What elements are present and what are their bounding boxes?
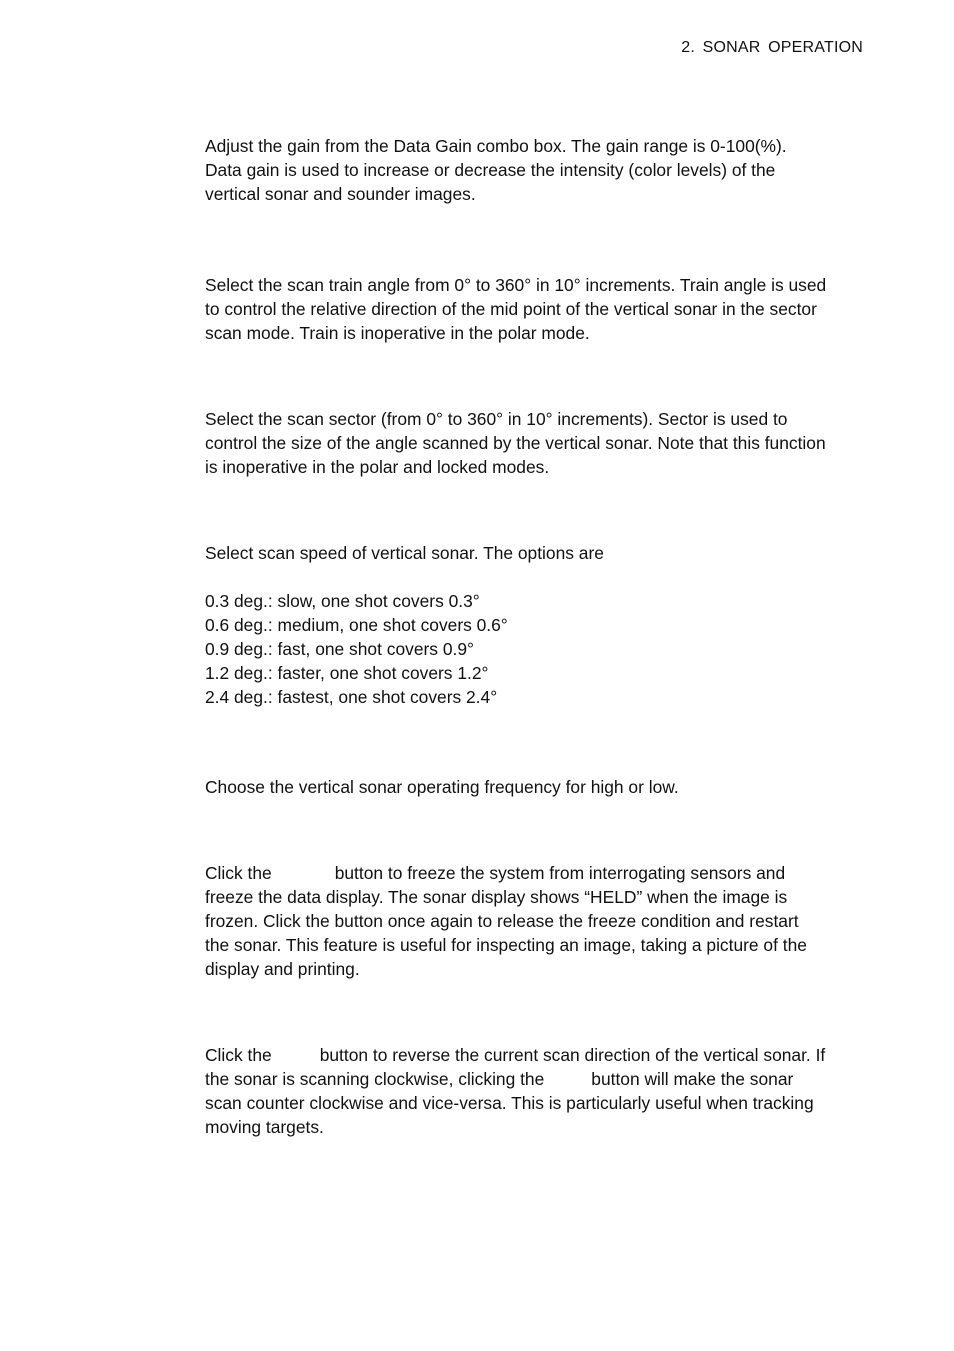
text-line: control the size of the angle scanned by the vertical sonar. Note that this function	[205, 433, 826, 453]
text-line	[205, 1043, 869, 1067]
text-line: moving targets.	[205, 1117, 324, 1137]
text-line: frozen. Click the button once again to release the freeze condition and restart	[205, 911, 799, 931]
text-fragment: button will make the sonar	[591, 1069, 794, 1089]
scan-speed-paragraph	[205, 541, 869, 709]
text-line: display and printing.	[205, 959, 360, 979]
text-fragment: Click the	[205, 863, 272, 883]
text-line: Choose the vertical sonar operating frequency for high or low.	[205, 777, 679, 797]
sector-paragraph	[205, 407, 869, 479]
speed-option: 0.3 deg.: slow, one shot covers 0.3°	[205, 591, 480, 611]
text-fragment: Click the	[205, 1045, 272, 1065]
text-line: to control the relative direction of the mid point of the vertical sonar in the sector	[205, 299, 817, 319]
section-header: 2. SONAR OPERATION	[681, 39, 863, 56]
text-line: Select the scan train angle from 0° to 360° in 10° increments. Train angle is used	[205, 275, 827, 295]
train-paragraph	[205, 273, 869, 345]
hold-paragraph	[205, 861, 869, 981]
speed-option: 1.2 deg.: faster, one shot covers 1.2°	[205, 663, 489, 683]
text-line: Adjust the gain from the Data Gain combo box. The gain range is 0-100(%).	[205, 136, 787, 156]
reverse-paragraph	[205, 1043, 869, 1139]
text-fragment: button to freeze the system from interrogating sensors and	[334, 863, 786, 883]
text-line: scan counter clockwise and vice-versa. This is particularly useful when tracking	[205, 1093, 814, 1113]
text-line: freeze the data display. The sonar display shows “HELD” when the image is	[205, 887, 788, 907]
text-line: Data gain is used to increase or decrease the intensity (color levels) of the	[205, 160, 776, 180]
text-line	[205, 1067, 869, 1091]
speed-option: 2.4 deg.: fastest, one shot covers 2.4°	[205, 687, 498, 707]
text-line: Select scan speed of vertical sonar. The options are	[205, 543, 604, 563]
text-line: Select the scan sector (from 0° to 360° in 10° increments). Sector is used to	[205, 409, 788, 429]
blank-line	[205, 565, 869, 589]
text-fragment: button to reverse the current scan direction of the vertical sonar. If	[319, 1045, 826, 1065]
frequency-paragraph	[205, 775, 869, 799]
text-line	[205, 861, 869, 885]
text-line: scan mode. Train is inoperative in the polar mode.	[205, 323, 590, 343]
speed-option: 0.6 deg.: medium, one shot covers 0.6°	[205, 615, 508, 635]
data-gain-paragraph	[205, 134, 869, 206]
text-line: vertical sonar and sounder images.	[205, 184, 476, 204]
text-fragment: the sonar is scanning clockwise, clicking the	[205, 1069, 545, 1089]
text-line: is inoperative in the polar and locked modes.	[205, 457, 550, 477]
text-line: the sonar. This feature is useful for inspecting an image, taking a picture of the	[205, 935, 807, 955]
speed-option: 0.9 deg.: fast, one shot covers 0.9°	[205, 639, 474, 659]
